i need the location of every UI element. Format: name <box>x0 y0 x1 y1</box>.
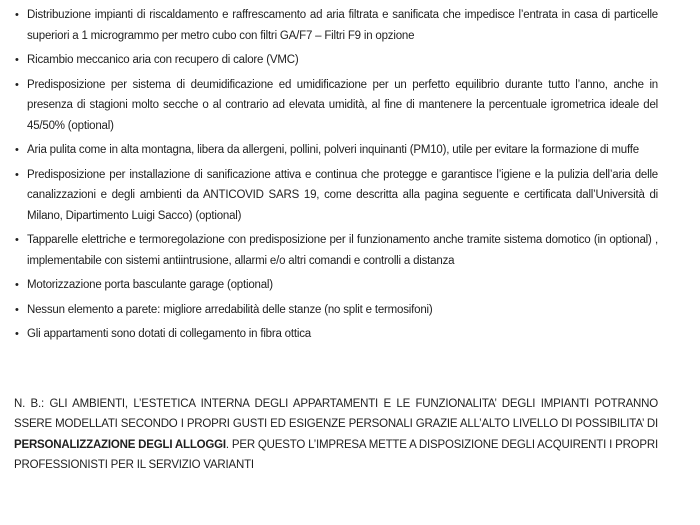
bullet-text: Predisposizione per installazione di sanificazione attiva e continua che protegge e garantisce l’igiene e la pulizia dell’aria delle canalizzazioni e degli ambienti da ANTICOVID SARS 19, come descritta alla pagina seguente e certificata dall’Università di Milano, Dipartimento Luigi Sacco) (optional) <box>27 168 658 222</box>
note-text: N. B.: GLI AMBIENTI, L’ESTETICA INTERNA DEGLI APPARTAMENTI E LE FUNZIONALITA’ DEGLI IMPIANTI POTRANNO SSERE MODELLATI SECONDO I PROPRI GUSTI ED ESIGENZE PERSONALI GRAZIE ALL’ALTO LIVELLO DI POSSIBILITA’ DI <box>14 397 658 430</box>
bullet-text: Distribuzione impianti di riscaldamento e raffrescamento ad aria filtrata e sanificata che impedisce l’entrata in casa di particelle superiori a 1 microgrammo per metro cubo con filtri GA/F7 – Filtri F9 in opzione <box>27 9 658 42</box>
bullet-icon: • <box>15 328 19 340</box>
bullet-text: Aria pulita come in alta montagna, libera da allergeni, pollini, polveri inquinanti (PM10), utile per evitare la formazione di muffe <box>27 144 639 156</box>
bullet-icon: • <box>15 303 19 316</box>
bullet-icon: • <box>15 9 19 21</box>
list-item <box>14 300 658 321</box>
list-item <box>14 165 658 227</box>
bullet-text: Predisposizione per sistema di deumidificazione ed umidificazione per un perfetto equilibrio durante tutto l’anno, anche in presenza di stagioni molto secche o al contrario ad elevata umidità, al fine di mantenere la percentuale igrometrica ideale del 45/50% (optional) <box>27 78 658 132</box>
note-text-bold: PERSONALIZZAZIONE DEGLI ALLOGGI <box>14 438 226 451</box>
bullet-icon: • <box>15 144 19 156</box>
note-text: . PER QUESTO L’IMPRESA METTE A DISPOSIZIONE DEGLI ACQUIRENTI I PROPRI PROFESSIONISTI PER IL SERVIZIO VARIANTI <box>14 438 658 471</box>
bullet-text: Nessun elemento a parete: migliore arredabilità delle stanze (no split e termosifoni) <box>27 303 433 316</box>
list-item <box>14 5 658 46</box>
note-paragraph <box>14 394 658 476</box>
bullet-text: Ricambio meccanico aria con recupero di calore (VMC) <box>27 54 299 66</box>
list-item <box>14 230 658 271</box>
bullet-icon: • <box>15 234 19 246</box>
bullet-icon: • <box>15 168 19 181</box>
bullet-text: Motorizzazione porta basculante garage (optional) <box>27 279 273 291</box>
list-item <box>14 50 658 71</box>
bullet-text: Gli appartamenti sono dotati di collegamento in fibra ottica <box>27 328 311 340</box>
list-item <box>14 140 658 161</box>
list-item <box>14 324 658 345</box>
list-item <box>14 75 658 137</box>
bullet-icon: • <box>15 54 19 66</box>
list-item <box>14 275 658 296</box>
bullet-text: Tapparelle elettriche e termoregolazione con predisposizione per il funzionamento anche tramite sistema domotico (in optional) , implementabile con sistemi antiintrusione, allarmi e/o altri comandi e controlli a distanza <box>27 234 658 267</box>
bullet-icon: • <box>15 78 19 91</box>
bullet-icon: • <box>15 279 19 291</box>
bullet-list <box>14 5 658 345</box>
